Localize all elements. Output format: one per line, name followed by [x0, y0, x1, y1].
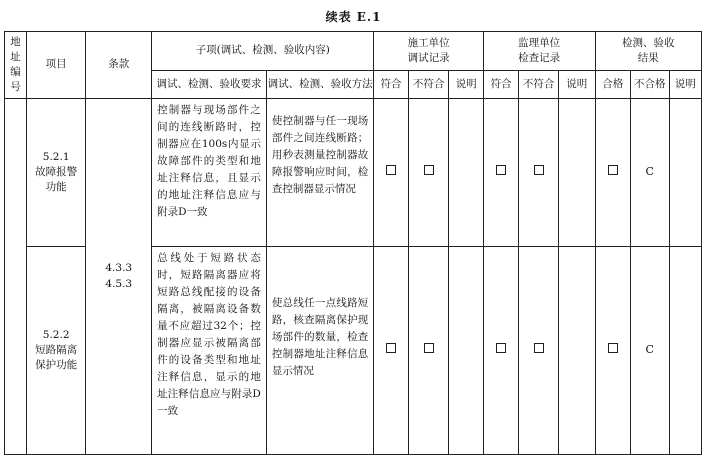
header-clause: 条款 — [86, 32, 152, 99]
item-cell — [26, 99, 85, 247]
header-supervision-conform: 符合 — [483, 71, 518, 99]
header-result-pass: 合格 — [595, 71, 630, 99]
header-address-code — [5, 32, 27, 99]
checkbox-box — [424, 165, 434, 175]
item-name-line: 短路隔离 — [35, 343, 78, 356]
header-construction-line2: 调试记录 — [407, 52, 450, 64]
acceptance-table — [4, 31, 702, 455]
header-method: 调试、检测、验收方法 — [266, 71, 373, 99]
result-note-cell — [669, 247, 701, 455]
header-requirement: 调试、检测、验收要求 — [152, 71, 267, 99]
header-construction-group — [374, 32, 484, 71]
item-cell — [26, 247, 85, 455]
header-construction-note: 说明 — [449, 71, 483, 99]
construction-nonconform-checkbox[interactable] — [408, 247, 449, 455]
fail-mark-text: C — [645, 165, 654, 179]
checkbox-box — [496, 343, 506, 353]
construction-note-cell — [449, 99, 483, 247]
header-supervision-line1: 监理单位 — [518, 36, 561, 49]
item-name-line: 故障报警 — [35, 165, 78, 178]
header-construction-conform: 符合 — [374, 71, 408, 99]
supervision-note-cell — [558, 99, 595, 247]
header-result-note: 说明 — [669, 71, 701, 99]
item-number: 5.2.2 — [42, 328, 70, 341]
supervision-nonconform-checkbox[interactable] — [519, 247, 559, 455]
header-item: 项目 — [26, 32, 85, 99]
result-fail-mark[interactable] — [630, 99, 669, 247]
checkbox-box — [386, 343, 396, 353]
item-name-line: 功能 — [45, 181, 67, 194]
table-row — [5, 99, 702, 247]
supervision-conform-checkbox[interactable] — [483, 99, 518, 247]
result-pass-checkbox[interactable] — [595, 99, 630, 247]
requirement-text: 控制器与现场部件之间的连线断路时，控制器应在100s内显示故障部件的类型和地址注释信息，且显示的地址注释信息应与附录D一致 — [152, 99, 267, 247]
header-supervision-group — [483, 32, 595, 71]
method-text: 使控制器与任一现场部件之间连线断路；用秒表测量控制器故障报警响应时间，检查控制器显示情况 — [266, 99, 373, 247]
result-pass-checkbox[interactable] — [595, 247, 630, 455]
result-note-cell — [669, 99, 701, 247]
header-supervision-nonconform: 不符合 — [519, 71, 559, 99]
header-inspection-group — [595, 32, 702, 71]
supervision-nonconform-checkbox[interactable] — [519, 99, 559, 247]
table-caption: 续表 E.1 — [325, 10, 382, 24]
header-construction-nonconform: 不符合 — [408, 71, 449, 99]
result-fail-mark[interactable] — [630, 247, 669, 455]
header-address-code-text: 地址编号 — [10, 35, 21, 94]
header-result-fail: 不合格 — [630, 71, 669, 99]
checkbox-box — [424, 343, 434, 353]
header-row-1 — [5, 32, 702, 71]
clause-line: 4.5.3 — [105, 277, 133, 290]
address-code-cell — [5, 99, 27, 455]
item-number: 5.2.1 — [42, 150, 70, 163]
requirement-text: 总线处于短路状态时，短路隔离器应将短路总线配接的设备隔离，被隔离设备数量不应超过32个；控制器应显示被隔离部件的设备类型和地址注释信息，显示的地址注释信息应与附录D一致 — [152, 247, 267, 455]
checkbox-box — [534, 343, 544, 353]
item-name-line: 保护功能 — [35, 359, 78, 372]
fail-mark-text: C — [645, 343, 654, 357]
checkbox-box — [608, 343, 618, 353]
supervision-conform-checkbox[interactable] — [483, 247, 518, 455]
header-inspection-line2: 结果 — [637, 52, 659, 64]
method-text: 使总线任一点线路短路，核查隔离保护现场部件的数量，检查控制器地址注释信息显示情况 — [266, 247, 373, 455]
checkbox-box — [496, 165, 506, 175]
header-supervision-line2: 检查记录 — [518, 52, 561, 64]
checkbox-box — [608, 165, 618, 175]
construction-conform-checkbox[interactable] — [374, 247, 408, 455]
checkbox-box — [386, 165, 396, 175]
clause-cell — [86, 99, 152, 455]
clause-line: 4.3.3 — [105, 262, 133, 275]
construction-conform-checkbox[interactable] — [374, 99, 408, 247]
checkbox-box — [534, 165, 544, 175]
header-supervision-note: 说明 — [558, 71, 595, 99]
header-construction-line1: 施工单位 — [407, 36, 450, 49]
construction-note-cell — [449, 247, 483, 455]
header-inspection-line1: 检测、验收 — [622, 36, 675, 49]
construction-nonconform-checkbox[interactable] — [408, 99, 449, 247]
header-subitem-group: 子项(调试、检测、验收内容) — [152, 32, 374, 71]
supervision-note-cell — [558, 247, 595, 455]
